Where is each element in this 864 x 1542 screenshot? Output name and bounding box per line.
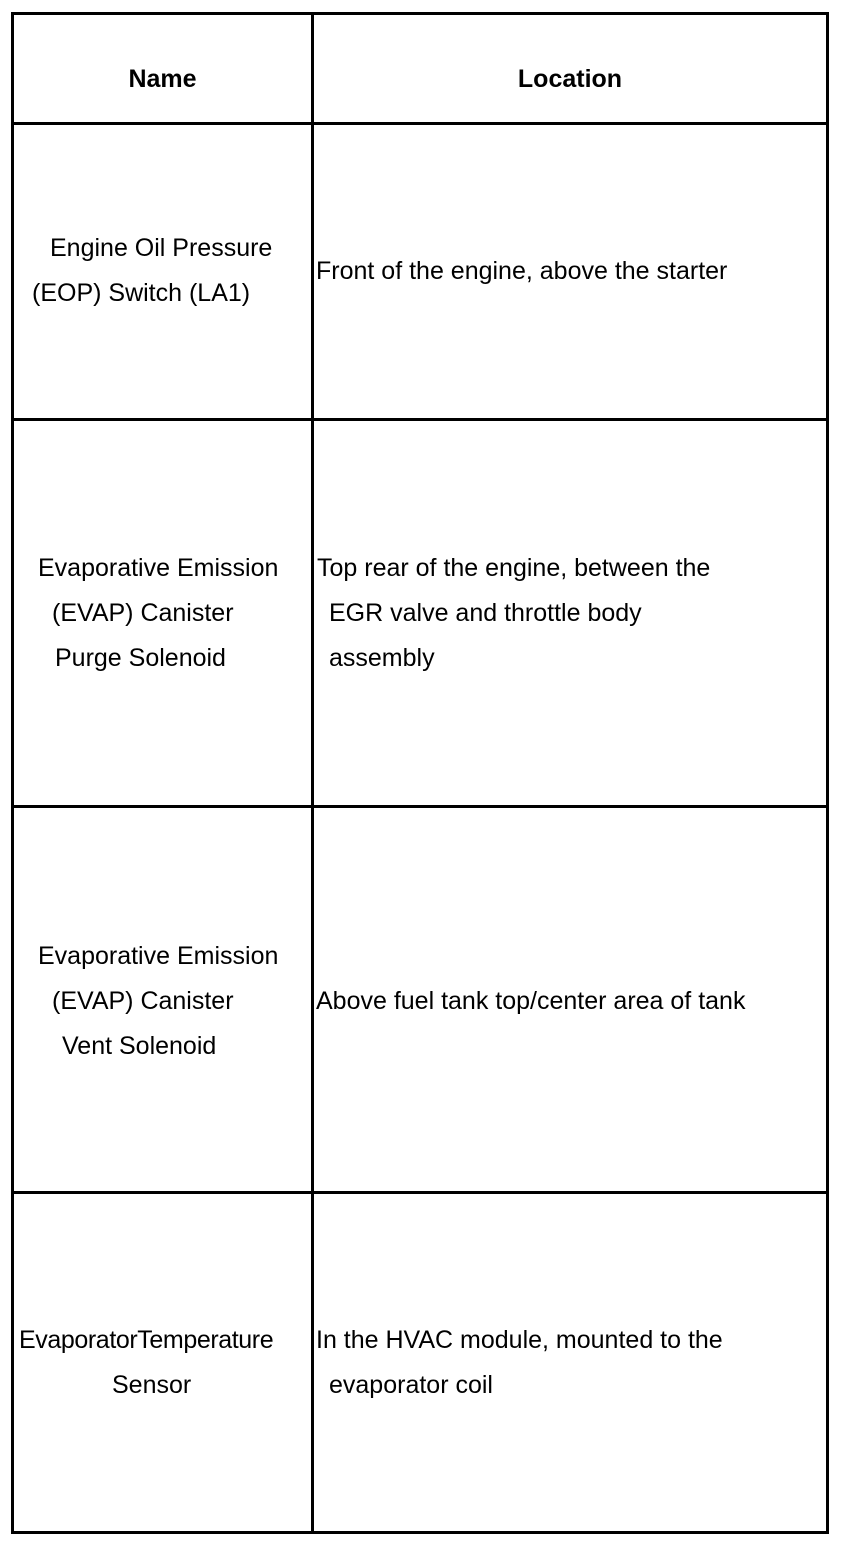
name-cell bbox=[14, 808, 311, 1191]
name-line: (EVAP) Canister bbox=[52, 987, 234, 1015]
table-row bbox=[14, 421, 826, 808]
name-line: (EVAP) Canister bbox=[52, 599, 234, 627]
location-line: Top rear of the engine, between the bbox=[317, 554, 711, 582]
location-line: evaporator coil bbox=[329, 1371, 493, 1399]
table-row bbox=[14, 125, 826, 421]
location-cell bbox=[314, 808, 826, 1191]
location-line: In the HVAC module, mounted to the bbox=[316, 1326, 723, 1354]
name-cell bbox=[14, 125, 311, 418]
header-row bbox=[14, 15, 826, 125]
location-cell bbox=[314, 1194, 826, 1531]
location-line: Front of the engine, above the starter bbox=[316, 257, 728, 285]
table-row bbox=[14, 1194, 826, 1531]
name-cell bbox=[14, 1194, 311, 1531]
name-line: Engine Oil Pressure bbox=[50, 234, 273, 262]
location-line: assembly bbox=[329, 644, 435, 672]
name-column-header: Name bbox=[128, 65, 197, 93]
name-line: Vent Solenoid bbox=[62, 1032, 217, 1060]
name-cell bbox=[14, 421, 311, 805]
components-table bbox=[11, 12, 829, 1534]
name-line: (EOP) Switch (LA1) bbox=[32, 279, 251, 307]
location-cell bbox=[314, 421, 826, 805]
name-line: EvaporatorTemperature bbox=[19, 1326, 274, 1354]
location-column-header: Location bbox=[517, 65, 623, 93]
location-cell bbox=[314, 125, 826, 418]
name-line: Evaporative Emission bbox=[38, 942, 279, 970]
name-line: Sensor bbox=[112, 1371, 192, 1399]
name-line: Purge Solenoid bbox=[55, 644, 226, 672]
name-line: Evaporative Emission bbox=[38, 554, 279, 582]
location-line: Above fuel tank top/center area of tank bbox=[316, 987, 746, 1015]
table-row bbox=[14, 808, 826, 1194]
location-line: EGR valve and throttle body bbox=[329, 599, 642, 627]
